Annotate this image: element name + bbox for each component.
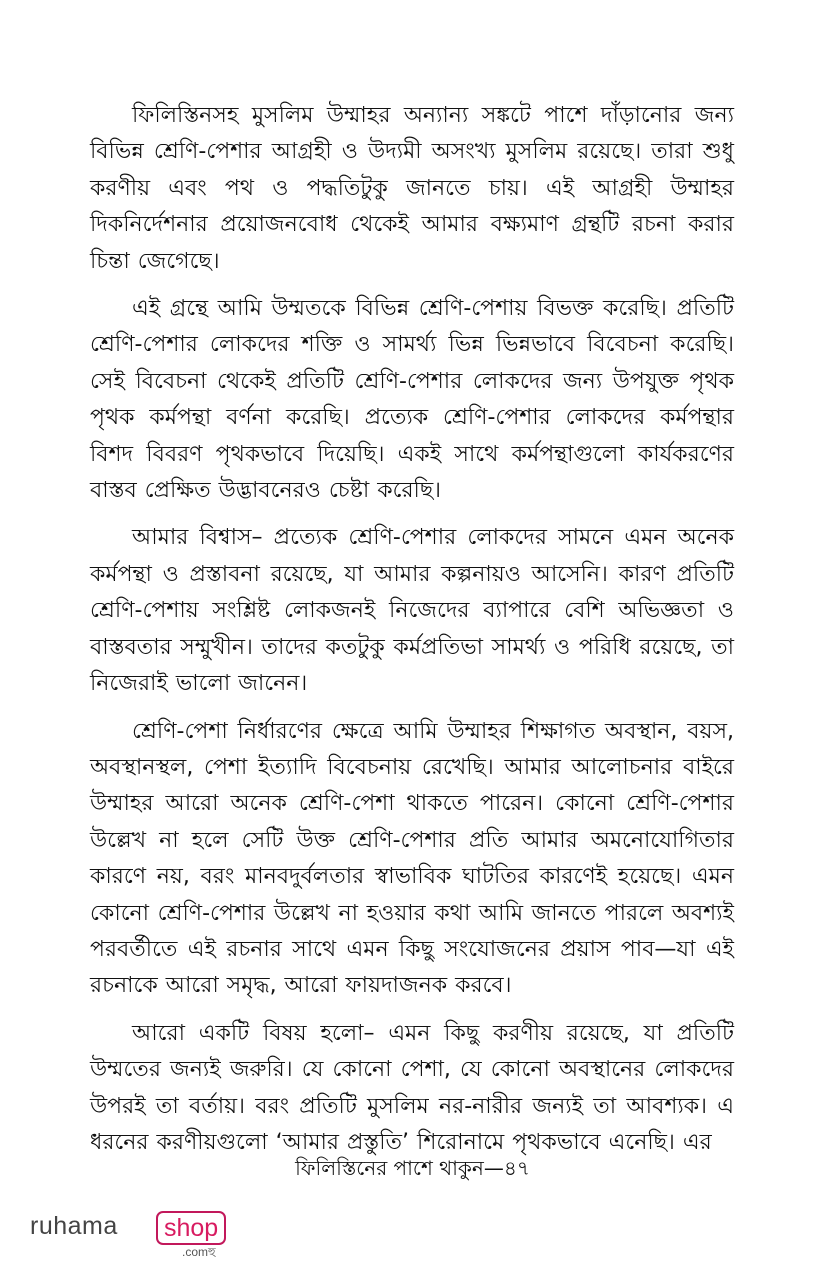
running-title: ফিলিস্তিনের পাশে থাকুন: [295, 1156, 484, 1180]
ruhamashop-logo: [30, 1208, 230, 1258]
logo-text-shop: shop: [164, 1214, 219, 1242]
logo-domain-com: .com: [182, 1245, 209, 1259]
page-footer: [0, 1154, 825, 1187]
logo-text-ruhama: ruhama: [30, 1212, 118, 1240]
paragraph-1: ফিলিস্তিনসহ মুসলিম উম্মাহর অন্যান্য সঙ্কটে পাশে দাঁড়ানোর জন্য বিভিন্ন শ্রেণি-পেশার আগ্রহী ও উদ্যমী অসংখ্য মুসলিম রয়েছে। তারা শুধু করণীয় এবং পথ ও পদ্ধতিটুকু জানতে চায়। এই আগ্রহী উম্মাহর দিকনির্দেশনার প্রয়োজনবোধ থেকেই আমার বক্ষ্যমাণ গ্রন্থটি রচনা করার চিন্তা জেগেছে।: [90, 103, 734, 274]
paragraph-3: আমার বিশ্বাস– প্রত্যেক শ্রেণি-পেশার লোকদের সামনে এমন অনেক কর্মপন্থা ও প্রস্তাবনা রয়েছে, যা আমার কল্পনায়ও আসেনি। কারণ প্রতিটি শ্রেণি-পেশায় সংশ্লিষ্ট লোকজনই নিজেদের ব্যাপারে বেশি অভিজ্ঞতা ও বাস্তবতার সম্মুখীন। তাদের কতটুকু কর্মপ্রতিভা সামর্থ্য ও পরিধি রয়েছে, তা নিজেরাই ভালো জানেন।: [90, 525, 734, 697]
page-number: ৪৭: [503, 1156, 530, 1180]
paragraph-2: এই গ্রন্থে আমি উম্মতকে বিভিন্ন শ্রেণি-পেশায় বিভক্ত করেছি। প্রতিটি শ্রেণি-পেশার লোকদের শক্তি ও সামর্থ্য ভিন্ন ভিন্নভাবে বিবেচনা করেছি। সেই বিবেচনা থেকেই প্রতিটি শ্রেণি-পেশার লোকদের জন্য উপযুক্ত পৃথক পৃথক কর্মপন্থা বর্ণনা করেছি। প্রত্যেক শ্রেণি-পেশার লোকদের কর্মপন্থার বিশদ বিবরণ পৃথকভাবে দিয়েছি। একই সাথে কর্মপন্থাগুলো কার্যকরণের বাস্তব প্রেক্ষিত উদ্ভাবনেরও চেষ্টা করেছি।: [90, 296, 734, 504]
logo-domain: [182, 1244, 216, 1264]
footer-separator: —: [483, 1156, 504, 1180]
paragraph-5: আরো একটি বিষয় হলো– এমন কিছু করণীয় রয়েছে, যা প্রতিটি উম্মতের জন্যই জরুরি। যে কোনো পেশা, যে কোনো অবস্থানের লোকদের উপরই তা বর্তায়। বরং প্রতিটি মুসলিম নর-নারীর জন্যই তা আবশ্যক। এ ধরনের করণীয়গুলো ‘আমার প্রস্তুতি’ শিরোনামে পৃথকভাবে এনেছি। এর: [90, 1020, 734, 1155]
book-page-body: [90, 98, 734, 1172]
paragraph-4: শ্রেণি-পেশা নির্ধারণের ক্ষেত্রে আমি উম্মাহর শিক্ষাগত অবস্থান, বয়স, অবস্থানস্থল, পেশা ইত্যাদি বিবেচনায় রেখেছি। আমার আলোচনার বাইরে উম্মাহর আরো অনেক শ্রেণি-পেশা থাকতে পারেন। কোনো শ্রেণি-পেশার উল্লেখ না হলে সেটি উক্ত শ্রেণি-পেশার প্রতি আমার অমনোযোগিতার কারণে নয়, বরং মানবদুর্বলতার স্বাভাবিক ঘাটতির কারণেই হয়েছে। এমন কোনো শ্রেণি-পেশার উল্লেখ না হওয়ার কথা আমি জানতে পারলে অবশ্যই পরবর্তীতে এই রচনার সাথে এমন কিছু সংযোজনের প্রয়াস পাব—যা এই রচনাকে আরো সমৃদ্ধ, আরো ফায়দাজনক করবে।: [90, 718, 734, 999]
logo-domain-suffix: হু: [208, 1245, 216, 1259]
logo-shop-badge: [156, 1211, 226, 1245]
